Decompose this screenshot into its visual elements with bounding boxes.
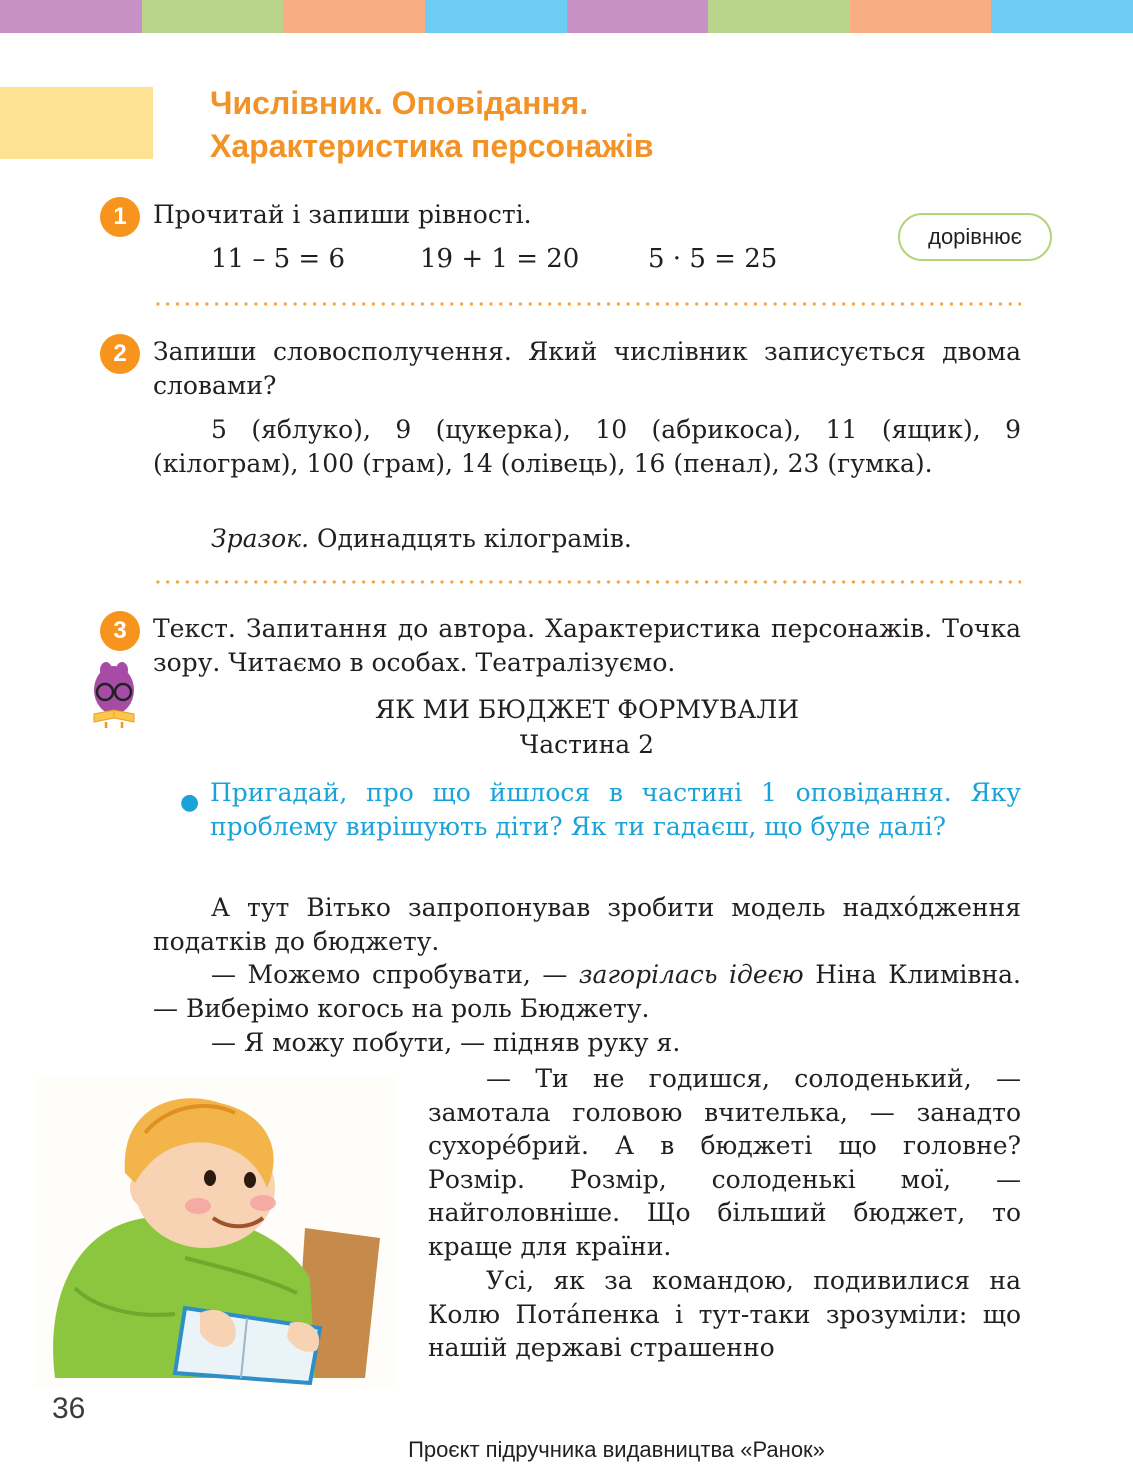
p2-end: Ніна Климівна. — Виберімо когось на роль Бюджету. bbox=[153, 960, 1021, 1023]
task-3-text: Текст. Запитання до автора. Характеристика персонажів. Точка зору. Читаємо в особах. Театралізуємо. bbox=[153, 614, 1021, 677]
p2-italic: загорілась ідеєю bbox=[578, 960, 804, 989]
story-paragraph-5: Усі, як за командою, подивилися на Колю Пота́пенка і тут-таки зрозуміли: що нашій державі страшенно bbox=[428, 1266, 1021, 1362]
boy-reading-illustration bbox=[35, 1078, 395, 1388]
page-number: 36 bbox=[52, 1392, 86, 1425]
reading-owl-icon bbox=[88, 660, 140, 730]
stripe-segment bbox=[850, 0, 992, 33]
bullet-icon: ● bbox=[180, 790, 200, 815]
color-stripe bbox=[0, 0, 1133, 33]
sample-text: Одинадцять кілограмів. bbox=[317, 524, 632, 553]
footer-text: Проєкт підручника видавництва «Ранок» bbox=[408, 1437, 825, 1462]
page-title bbox=[210, 82, 653, 168]
stripe-segment bbox=[708, 0, 850, 33]
stripe-segment bbox=[283, 0, 425, 33]
task-1-text: Прочитай і запиши рівності. bbox=[153, 200, 532, 229]
word-hint-badge: дорівнює bbox=[898, 213, 1052, 261]
title-marker bbox=[0, 87, 153, 159]
equation-3: 5 · 5 = 25 bbox=[648, 244, 778, 274]
title-line-2: Характеристика персонажів bbox=[210, 128, 654, 164]
p2-start: — Можемо спробувати, — bbox=[211, 960, 568, 989]
task-3-number: 3 bbox=[100, 611, 140, 651]
story-part: Частина 2 bbox=[519, 730, 655, 759]
title-line-1: Числівник. Оповідання. bbox=[210, 85, 589, 121]
task-3-question: Пригадай, про що йшлося в частині 1 оповідання. Яку проблему вирішують діти? Як ти гадаєш, що буде далі? bbox=[210, 778, 1021, 841]
sample-label: Зразок. bbox=[211, 524, 310, 553]
equation-1: 11 – 5 = 6 bbox=[211, 244, 346, 274]
story-title: ЯК МИ БЮДЖЕТ ФОРМУВАЛИ bbox=[374, 695, 800, 724]
stripe-segment bbox=[425, 0, 567, 33]
story-paragraph-3: — Я можу побути, — підняв руку я. bbox=[211, 1028, 681, 1057]
stripe-segment bbox=[142, 0, 284, 33]
task-2-text: Запиши словосполучення. Який числівник записується двома словами? bbox=[153, 337, 1021, 400]
equation-2: 19 + 1 = 20 bbox=[420, 244, 580, 274]
story-paragraph-4: — Ти не годишся, солоденький, — замотала головою вчителька, — занадто сухоре́брий. А в бюджеті що головне? Розмір. Розмір, солоденькі мої, — найголовніше. Що більший бюджет, то краще для країни. bbox=[428, 1064, 1021, 1261]
task-2-sample bbox=[211, 522, 632, 556]
stripe-segment bbox=[567, 0, 709, 33]
task-1-number: 1 bbox=[100, 197, 140, 237]
dotted-divider bbox=[153, 302, 1021, 306]
stripe-segment bbox=[991, 0, 1133, 33]
task-2-words: 5 (яблуко), 9 (цукерка), 10 (абрикоса), 11 (ящик), 9 (кілограм), 100 (грам), 14 (олівець), 16 (пенал), 23 (гумка). bbox=[153, 415, 1021, 478]
story-paragraph-2 bbox=[153, 958, 1021, 1025]
stripe-segment bbox=[0, 0, 142, 33]
story-paragraph-1: А тут Вітько запропонував зробити модель надхо́дження податків до бюджету. bbox=[153, 893, 1021, 956]
dotted-divider bbox=[153, 580, 1021, 584]
task-2-number: 2 bbox=[100, 334, 140, 374]
